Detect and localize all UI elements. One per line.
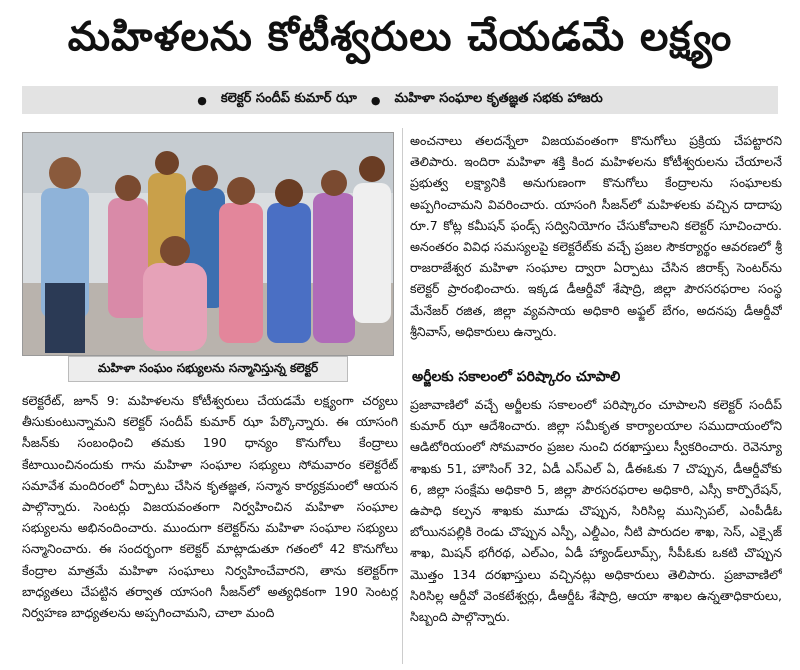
bullet-icon: ● xyxy=(370,93,381,107)
article-paragraph: అంచనాలు తలదన్నేలా విజయవంతంగా కొనుగోలు ప్రక్రియ చేపట్టారని తెలిపారు. ఇందిరా మహిళా శక్తి కింద మహిళలను కోటీశ్వరులను చేయాలనే ప్రభుత్వ లక్ష్యానికి అనుగుణంగా కొనుగోలు కేంద్రాలను సంఘాలకు అప్పగించామని వివరించారు. యాసంగి సీజన్‌లో మహిళలకు వచ్చిన దాదాపు రూ.7 కోట్ల కమీషన్ ఫండ్స్ సద్వినియోగం చేసుకోవాలని కలెక్టర్ సూచించారు. అనంతరం వివిధ సమస్యలపై కలెక్టరేట్‌కు వచ్చే ప్రజల సౌకర్యార్థం ఆవరణలో శ్రీ రాజరాజేశ్వర మహిళా సంఘాల ద్వారా ఏర్పాటు చేసిన జిరాక్స్ సెంటర్‌ను కలెక్టర్ ప్రారంభించారు. ఇక్కడ డీఆర్డీవో శేషాద్రి, జిల్లా పౌరసరఫరాల సంస్థ మేనేజర్ రజిత, జిల్లా వ్యవసాయ అధికారి అఫ్జల్ బేగం, అదనపు డీఆర్డీవో శ్రీనివాస్, అధికారులు ఉన్నారు. xyxy=(410,133,782,339)
subheading-item-2: మహిళా సంఘాల కృతజ్ఞత సభకు హాజరు xyxy=(394,91,603,106)
article-paragraph: ప్రజావాణిలో వచ్చే అర్జీలకు సకాలంలో పరిష్కారం చూపాలని కలెక్టర్ సందీప్ కుమార్ ఝా ఆదేశించారు. జిల్లా సమీకృత కార్యాలయాల సముదాయంలోని ఆడిటోరియంలో సోమవారం ప్రజల నుంచి దరఖాస్తులు స్వీకరించారు. రెవెన్యూ శాఖకు 51, హౌసింగ్ 32, ఏడీ ఎస్ఎల్ ఏ, డీఈఓకు 7 చొప్పున, డీఆర్డీవోకు 6, జిల్లా సంక్షేమ అధికారి 5, జిల్లా పౌరసరఫరాల అధికారి, ఎస్సీ కార్పొరేషన్, ఉపాధి కల్పన శాఖకు మూడు చొప్పున, సిరిసిల్ల మున్సిపల్, ఎంపీడీఓ బోయినపల్లికి రెండు చొప్పున ఎస్పీ, ఎల్డీఎం, నీటి పారుదల శాఖ, సెస్, ఎక్సైజ్ శాఖ, మిషన్ భగీరథ, ఎల్ఎం, ఏడీ హ్యాండ్‌లూమ్స్, సీపీఓకు ఒకటి చొప్పున మొత్తం 134 దరఖాస్తులు వచ్చినట్లు అధికారులు తెలిపారు. ప్రజావాణిలో సిరిసిల్ల ఆర్డీవో వెంకటేశ్వర్లు, డీఆర్డీఓ శేషాద్రి, ఆయా శాఖల ఉన్నతాధికారులు, సిబ్బంది పాల్గొన్నారు. xyxy=(410,397,782,625)
group-photo-illustration xyxy=(23,133,393,355)
photo-caption: మహిళా సంఘం సభ్యులను సన్మానిస్తున్న కలెక్టర్ xyxy=(68,356,348,382)
subheading-bar xyxy=(22,86,778,114)
article-paragraph: కలెక్టరేట్, జూన్ 9: మహిళలను కోటీశ్వరులు చేయడమే లక్ష్యంగా చర్యలు తీసుకుంటున్నామని కలెక్టర్ సందీప్ కుమార్ ఝా పేర్కొన్నారు. ఈ యాసంగి సీజన్‌కు సంబంధించి తమకు 190 ధాన్యం కొనుగోలు కేంద్రాలు కేటాయించినందుకు గాను మహిళా సంఘాల సభ్యులు సోమవారం కలెక్టరేట్ సమావేశ మందిరంలో ఏర్పాటు చేసిన కృతజ్ఞత, సన్మాన కార్యక్రమంలో ఆయన పాల్గొన్నారు. సెంటర్లు విజయవంతంగా నిర్వహించిన మహిళా సంఘాల సభ్యులను అభినందించారు. ముందుగా కలెక్టర్‌ను మహిళా సంఘాల సభ్యులు సన్మానించారు. ఈ సందర్భంగా కలెక్టర్ మాట్లాడుతూ గతంలో 42 కొనుగోలు కేంద్రాల మాత్రమే మహిళా సంఘాలు నిర్వహించేవారని, తాను కలెక్టర్‌గా బాధ్యతలు చేపట్టిన తర్వాత యాసంగి సీజన్‌లో అత్యధికంగా 190 సెంటర్ల నిర్వహణ బాధ్యతలను అప్పగించామని, చాలా మంది xyxy=(22,393,398,621)
bullet-icon: ● xyxy=(197,93,207,107)
section-heading: అర్జీలకు సకాలంలో పరిష్కారం చూపాలి xyxy=(412,369,621,385)
news-photo xyxy=(22,132,394,356)
article-left-column xyxy=(22,390,398,662)
column-divider xyxy=(402,128,403,664)
article-right-column-bottom xyxy=(410,394,782,664)
subheading-item-1: కలెక్టర్ సందీప్ కుమార్ ఝా xyxy=(220,91,357,106)
headline: మహిళలను కోటీశ్వరులు చేయడమే లక్ష్యం xyxy=(67,14,733,60)
article-right-column-top xyxy=(410,130,782,368)
